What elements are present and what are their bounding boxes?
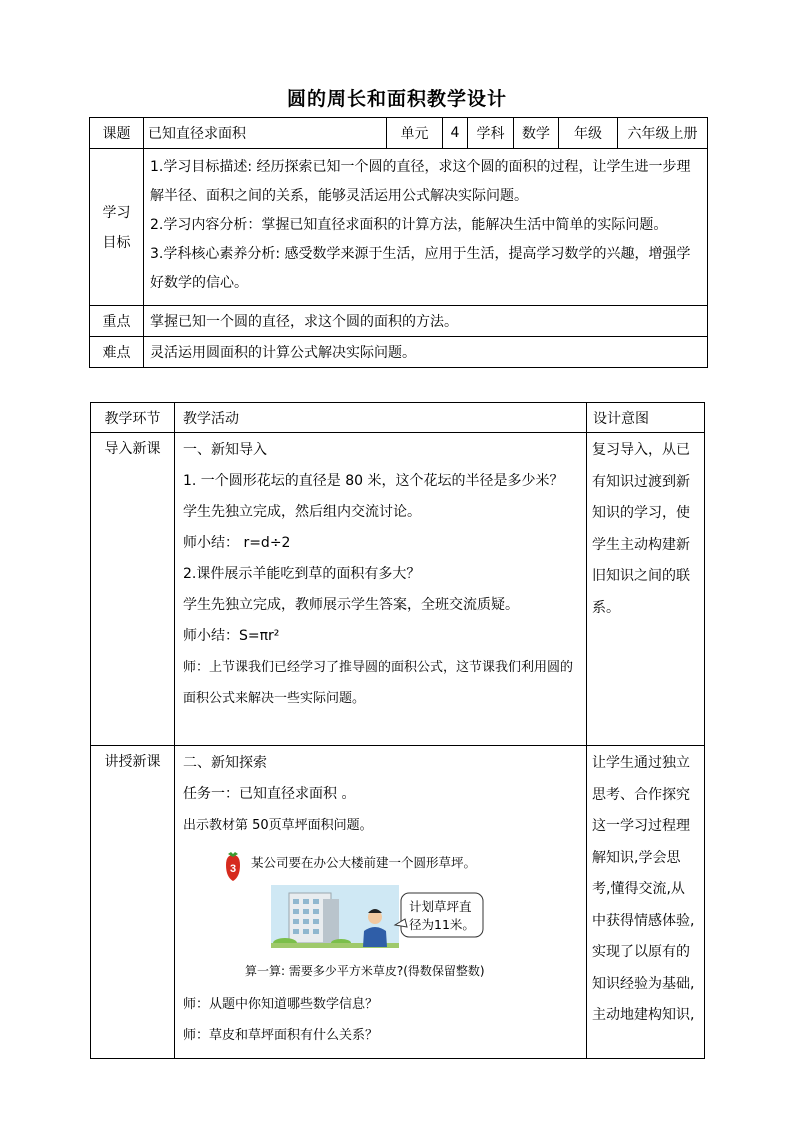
- activity-new-lesson: [175, 746, 587, 1059]
- intent-intro: 复习导入，从已有知识过渡到新知识的学习，使学生主动构建新旧知识之间的联系。: [587, 433, 705, 746]
- grade-label: 年级: [559, 118, 618, 149]
- topic-label: 课题: [90, 118, 144, 149]
- grade-value: 六年级上册: [618, 118, 708, 149]
- goal-2: 2.学习内容分析：掌握已知直径求面积的计算方法，能解决生活中简单的实际问题。: [150, 217, 668, 233]
- unit-value: 4: [443, 118, 468, 149]
- topic-value: 已知直径求面积: [144, 118, 387, 149]
- goals-content: [144, 149, 708, 306]
- activity-line: 2.课件展示羊能吃到草的面积有多大？: [183, 566, 421, 582]
- key-point-label: 重点: [90, 306, 144, 337]
- goals-label-line-1: 学习: [102, 205, 131, 221]
- header-stage: 教学环节: [91, 403, 175, 433]
- bubble-line-2: 径为11米。: [409, 917, 475, 932]
- figure-problem: 某公司要在办公大楼前建一个圆形草坪。: [251, 855, 477, 870]
- stage-new-lesson: 讲授新课: [91, 746, 175, 1059]
- activity-line: 学生先独立完成，然后组内交流讨论。: [183, 504, 421, 520]
- difficulty-value: 灵活运用圆面积的计算公式解决实际问题。: [144, 337, 708, 368]
- subject-label: 学科: [468, 118, 514, 149]
- lesson-info-table: [89, 117, 708, 368]
- unit-label: 单元: [387, 118, 443, 149]
- figure-question: 算一算: 需要多少平方米草皮?(得数保留整数): [245, 964, 485, 978]
- textbook-figure: [223, 849, 523, 989]
- activity-line: 一、新知导入: [183, 442, 267, 458]
- textbook-illustration: [223, 849, 523, 989]
- header-activity: 教学活动: [175, 403, 587, 433]
- bubble-line-1: 计划草坪直: [409, 899, 472, 914]
- goals-label: [90, 149, 144, 306]
- goal-3: 3.学科核心素养分析: 感受数学来源于生活，应用于生活，提高学习数学的兴趣，增强学好数学的信心。: [150, 246, 691, 291]
- activity-line: 1. 一个圆形花坛的直径是 80 米，这个花坛的半径是多少米？: [183, 473, 564, 489]
- subject-value: 数学: [514, 118, 559, 149]
- activity-line: 师小结：S=πr²: [183, 628, 280, 644]
- difficulty-label: 难点: [90, 337, 144, 368]
- activity-line: 任务一：已知直径求面积 。: [183, 786, 356, 802]
- activity-line: 学生先独立完成，教师展示学生答案，全班交流质疑。: [183, 597, 519, 613]
- activity-intro: [175, 433, 587, 746]
- activity-line: 师：上节课我们已经学习了推导圆的面积公式，这节课我们利用圆的面积公式来解决一些实际问题。: [183, 660, 574, 706]
- stage-intro: 导入新课: [91, 433, 175, 746]
- document-title: 圆的周长和面积教学设计: [286, 88, 507, 110]
- activity-line: 师小结： r=d÷2: [183, 535, 291, 551]
- activity-line: 出示教材第 50页草坪面积问题。: [183, 818, 373, 833]
- header-intent: 设计意图: [587, 403, 705, 433]
- activity-line: 师：从题中你知道哪些数学信息？: [183, 997, 379, 1012]
- office-building-wing: [323, 899, 339, 943]
- key-point-value: 掌握已知一个圆的直径，求这个圆的面积的方法。: [144, 306, 708, 337]
- activity-line: 二、新知探索: [183, 755, 267, 771]
- badge-number: 3: [229, 863, 237, 875]
- goal-1: 1.学习目标描述: 经历探索已知一个圆的直径，求这个圆的面积的过程，让学生进一步理解半径、面积之间的关系，能够灵活运用公式解决实际问题。: [150, 159, 691, 204]
- activity-line: 师：草皮和草坪面积有什么关系？: [183, 1028, 379, 1043]
- teaching-process-table: [90, 402, 705, 1059]
- intent-new-lesson: 让学生通过独立思考、合作探究这一学习过程理解知识,学会思考,懂得交流,从中获得情感体验,实现了以原有的知识经验为基础,主动地建构知识,: [587, 746, 705, 1059]
- goals-label-line-2: 目标: [102, 235, 131, 251]
